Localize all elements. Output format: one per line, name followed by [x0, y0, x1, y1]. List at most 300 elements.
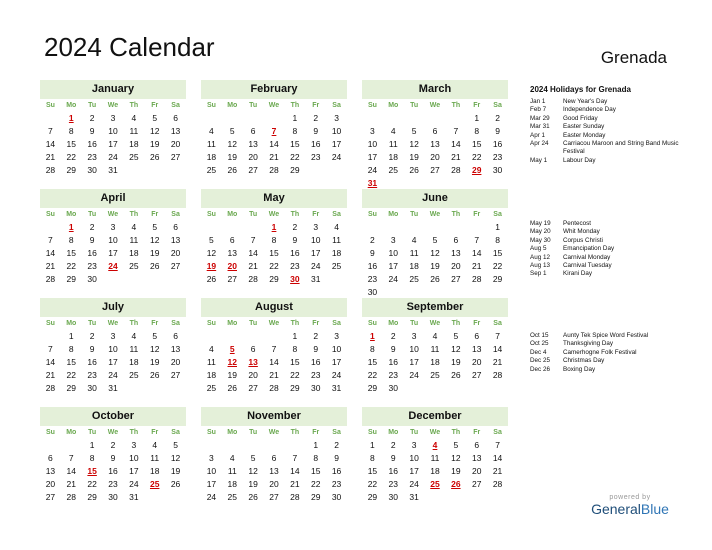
day-cell: 5 — [411, 126, 417, 136]
day-cell: 13 — [451, 248, 461, 258]
day-cell: 28 — [492, 479, 503, 489]
day-cell: 9 — [292, 235, 298, 245]
holiday-date: May 20 — [530, 228, 551, 236]
weekday-label: Fr — [312, 320, 320, 327]
day-cell: 24 — [409, 479, 419, 489]
holiday-day: 19 — [206, 261, 217, 271]
day-cell: 10 — [331, 344, 342, 354]
weekday-label: Sa — [332, 429, 341, 436]
day-cell: 17 — [388, 261, 398, 271]
holiday-name: New Year's Day — [563, 98, 608, 105]
holiday-day: 13 — [248, 357, 258, 367]
weekday-label: Sa — [332, 320, 341, 327]
day-cell: 5 — [152, 331, 158, 341]
day-cell: 3 — [390, 235, 396, 245]
day-cell: 6 — [173, 331, 178, 341]
empty-cell — [201, 112, 222, 125]
day-cell: 13 — [227, 248, 237, 258]
day-cell: 22 — [492, 261, 503, 271]
holiday-name: Emancipation Day — [563, 245, 615, 253]
day-cell: 5 — [432, 235, 438, 245]
day-cell: 26 — [149, 261, 160, 271]
month-june — [362, 189, 508, 299]
day-cell: 16 — [290, 248, 300, 258]
day-cell: 19 — [227, 152, 237, 162]
day-cell: 7 — [48, 126, 53, 136]
day-cell: 20 — [170, 248, 181, 258]
day-cell: 22 — [66, 152, 76, 162]
day-cell: 18 — [409, 261, 419, 271]
day-cell: 2 — [313, 113, 319, 123]
day-cell: 31 — [108, 383, 118, 393]
day-cell: 3 — [110, 331, 116, 341]
holiday-date: Mar 29 — [530, 114, 550, 122]
day-cell: 24 — [129, 479, 139, 489]
day-cell: 14 — [45, 357, 56, 367]
day-cell: 25 — [409, 274, 419, 284]
day-cell: 6 — [453, 235, 459, 245]
weekday-label: Su — [206, 102, 216, 109]
day-cell: 7 — [48, 344, 53, 354]
day-cell: 11 — [207, 357, 216, 367]
day-cell: 9 — [89, 126, 95, 136]
day-cell: 31 — [310, 274, 321, 284]
day-cell: 16 — [492, 139, 503, 149]
day-cell: 14 — [45, 139, 56, 149]
weekday-label: Sa — [171, 320, 180, 327]
day-cell: 3 — [209, 453, 214, 463]
empty-cell — [264, 112, 285, 125]
day-cell: 12 — [430, 248, 440, 258]
day-cell: 8 — [370, 453, 375, 463]
holiday-date: Aug 5 — [530, 245, 547, 253]
day-cell: 14 — [492, 344, 503, 354]
weekday-label: Mo — [388, 320, 399, 327]
holiday-item — [530, 254, 700, 262]
day-cell: 22 — [66, 370, 76, 380]
weekday-label: We — [268, 102, 280, 109]
day-cell: 9 — [370, 248, 375, 258]
weekday-label: Th — [129, 320, 139, 327]
day-cell: 16 — [87, 139, 97, 149]
day-cell: 25 — [206, 165, 217, 175]
day-cell: 19 — [451, 357, 461, 367]
empty-cell — [201, 439, 222, 452]
day-cell: 4 — [229, 453, 235, 463]
holiday-name: Whit Monday — [563, 228, 600, 236]
month-title: October — [40, 407, 186, 426]
holiday-name: Kirani Day — [563, 270, 593, 278]
day-cell: 28 — [492, 370, 503, 380]
weekday-label: We — [107, 211, 119, 218]
holiday-name: Good Friday — [563, 114, 598, 122]
day-cell: 11 — [227, 466, 237, 476]
day-cell: 24 — [331, 370, 342, 380]
day-cell: 3 — [131, 440, 137, 450]
holiday-item — [530, 157, 700, 165]
day-cell: 2 — [370, 235, 375, 245]
day-cell: 11 — [150, 453, 160, 463]
holiday-date: Apr 1 — [530, 131, 546, 139]
empty-cell — [201, 221, 222, 234]
weekday-label: Su — [367, 429, 377, 436]
day-cell: 19 — [248, 479, 258, 489]
day-cell: 14 — [269, 139, 279, 149]
day-cell: 23 — [310, 370, 321, 380]
weekday-label: Sa — [332, 102, 341, 109]
weekday-label: We — [268, 320, 280, 327]
day-cell: 11 — [129, 235, 139, 245]
page-title: 2024 Calendar — [44, 32, 215, 62]
holiday-name: Carnival Tuesday — [563, 262, 612, 270]
holiday-day: 12 — [227, 357, 237, 367]
holiday-date: Dec 4 — [530, 348, 547, 356]
day-cell: 27 — [227, 274, 237, 284]
month-title: March — [362, 80, 508, 99]
day-cell: 24 — [108, 370, 118, 380]
day-cell: 5 — [152, 113, 158, 123]
day-cell: 18 — [206, 370, 217, 380]
day-cell: 8 — [313, 453, 319, 463]
day-cell: 4 — [209, 126, 214, 136]
day-cell: 10 — [206, 466, 217, 476]
day-cell: 21 — [45, 370, 56, 380]
day-cell: 12 — [451, 453, 461, 463]
holiday-name: Independence Day — [563, 106, 616, 114]
branding — [588, 494, 672, 517]
weekday-label: Su — [45, 320, 55, 327]
weekday-label: Sa — [493, 320, 502, 327]
day-cell: 13 — [45, 466, 56, 476]
day-cell: 19 — [149, 357, 160, 367]
holiday-day: 25 — [149, 479, 160, 489]
day-cell: 13 — [170, 344, 181, 354]
day-cell: 18 — [430, 357, 440, 367]
day-cell: 6 — [229, 235, 235, 245]
empty-cell — [40, 221, 61, 234]
day-cell: 20 — [45, 479, 56, 489]
holiday-day: 4 — [432, 440, 438, 450]
day-cell: 19 — [149, 139, 160, 149]
day-cell: 3 — [313, 222, 319, 232]
weekday-label: Mo — [66, 211, 77, 218]
holiday-date: Mar 31 — [530, 123, 550, 131]
day-cell: 2 — [313, 331, 319, 341]
weekday-label: Su — [206, 211, 216, 218]
day-cell: 27 — [451, 274, 461, 284]
day-cell: 8 — [370, 344, 375, 354]
day-cell: 19 — [227, 370, 237, 380]
day-cell: 18 — [388, 152, 398, 162]
day-cell: 5 — [229, 126, 235, 136]
weekday-label: Mo — [227, 211, 238, 218]
holiday-date: Feb 7 — [530, 106, 547, 114]
day-cell: 12 — [248, 466, 258, 476]
day-cell: 22 — [290, 152, 300, 162]
day-cell: 9 — [89, 235, 95, 245]
day-cell: 2 — [390, 331, 396, 341]
holiday-date: Oct 15 — [530, 332, 549, 339]
day-cell: 25 — [206, 383, 217, 393]
day-cell: 17 — [331, 139, 342, 149]
day-cell: 22 — [367, 370, 378, 380]
empty-cell — [201, 330, 222, 343]
weekday-label: Sa — [493, 211, 502, 218]
day-cell: 6 — [474, 331, 480, 341]
day-cell: 29 — [66, 274, 76, 284]
weekday-label: Mo — [227, 429, 238, 436]
month-july — [40, 298, 186, 395]
day-cell: 3 — [110, 113, 116, 123]
day-cell: 28 — [45, 274, 56, 284]
day-cell: 18 — [430, 466, 440, 476]
holiday-date: Aug 13 — [530, 262, 550, 270]
day-cell: 1 — [68, 331, 74, 341]
weekday-label: Th — [129, 429, 139, 436]
day-cell: 9 — [313, 126, 319, 136]
day-cell: 21 — [66, 479, 76, 489]
day-cell: 24 — [388, 274, 398, 284]
day-cell: 27 — [430, 165, 440, 175]
day-cell: 31 — [108, 165, 118, 175]
day-cell: 13 — [430, 139, 440, 149]
empty-cell — [243, 439, 264, 452]
holiday-group — [530, 220, 700, 279]
empty-cell — [284, 439, 305, 452]
weekday-label: Su — [367, 102, 377, 109]
day-cell: 22 — [66, 261, 76, 271]
empty-cell — [40, 112, 61, 125]
day-cell: 7 — [292, 453, 298, 463]
day-cell: 11 — [207, 139, 216, 149]
day-cell: 1 — [292, 113, 298, 123]
day-cell: 11 — [409, 248, 419, 258]
day-cell: 26 — [430, 274, 440, 284]
holiday-day: 1 — [68, 113, 74, 123]
weekday-label: Tu — [249, 429, 258, 436]
day-cell: 27 — [170, 152, 181, 162]
holiday-name: Thanksgiving Day — [563, 340, 614, 348]
day-cell: 23 — [87, 370, 97, 380]
day-cell: 10 — [129, 453, 139, 463]
day-cell: 2 — [89, 331, 95, 341]
day-cell: 19 — [451, 466, 461, 476]
day-cell: 28 — [451, 165, 461, 175]
weekday-label: Fr — [473, 102, 481, 109]
weekday-label: Su — [45, 102, 55, 109]
day-cell: 6 — [250, 344, 256, 354]
day-cell: 27 — [45, 492, 56, 502]
day-cell: 1 — [313, 440, 319, 450]
day-cell: 15 — [66, 357, 76, 367]
day-cell: 1 — [495, 222, 500, 232]
day-cell: 7 — [48, 235, 53, 245]
day-cell: 12 — [149, 344, 160, 354]
day-cell: 30 — [87, 165, 97, 175]
weekday-label: Tu — [88, 102, 97, 109]
weekday-label: Th — [290, 429, 300, 436]
day-cell: 14 — [451, 139, 461, 149]
day-cell: 29 — [66, 165, 76, 175]
weekday-label: We — [429, 102, 441, 109]
day-cell: 20 — [471, 357, 482, 367]
weekday-label: We — [268, 211, 280, 218]
empty-cell — [222, 221, 243, 234]
month-title: June — [362, 189, 508, 208]
day-cell: 1 — [292, 331, 298, 341]
day-cell: 27 — [248, 383, 258, 393]
day-cell: 2 — [89, 113, 95, 123]
day-cell: 12 — [409, 139, 419, 149]
day-cell: 27 — [170, 370, 181, 380]
weekday-label: Su — [206, 429, 216, 436]
day-cell: 18 — [129, 248, 139, 258]
month-title: December — [362, 407, 508, 426]
day-cell: 5 — [453, 440, 459, 450]
day-cell: 16 — [331, 466, 342, 476]
day-cell: 25 — [331, 261, 342, 271]
day-cell: 20 — [471, 466, 482, 476]
day-cell: 6 — [474, 440, 480, 450]
day-cell: 17 — [108, 357, 118, 367]
day-cell: 23 — [331, 479, 342, 489]
weekday-label: Th — [129, 211, 139, 218]
weekday-label: Th — [129, 102, 139, 109]
day-cell: 2 — [334, 440, 339, 450]
weekday-label: We — [107, 320, 119, 327]
holiday-item — [530, 366, 700, 374]
day-cell: 26 — [451, 370, 461, 380]
day-cell: 8 — [89, 453, 95, 463]
day-cell: 16 — [388, 466, 398, 476]
day-cell: 23 — [108, 479, 118, 489]
empty-cell — [222, 330, 243, 343]
empty-cell — [466, 221, 487, 234]
empty-cell — [222, 439, 243, 452]
day-cell: 17 — [129, 466, 139, 476]
day-cell: 28 — [269, 383, 279, 393]
weekday-label: We — [429, 320, 441, 327]
day-cell: 26 — [206, 274, 217, 284]
day-cell: 26 — [409, 165, 419, 175]
day-cell: 8 — [292, 126, 298, 136]
holiday-item — [530, 123, 700, 131]
day-cell: 21 — [269, 370, 279, 380]
empty-cell — [404, 221, 425, 234]
weekday-label: Fr — [312, 211, 320, 218]
day-cell: 10 — [310, 235, 321, 245]
holiday-item — [530, 228, 700, 236]
day-cell: 29 — [66, 383, 76, 393]
holiday-item — [530, 340, 700, 348]
day-cell: 4 — [334, 222, 339, 232]
day-cell: 21 — [248, 261, 258, 271]
day-cell: 3 — [110, 222, 116, 232]
day-cell: 9 — [495, 126, 500, 136]
day-cell: 14 — [66, 466, 76, 476]
day-cell: 15 — [492, 248, 503, 258]
day-cell: 11 — [388, 139, 398, 149]
day-cell: 4 — [432, 331, 438, 341]
day-cell: 25 — [430, 370, 440, 380]
day-cell: 14 — [290, 466, 300, 476]
empty-cell — [362, 112, 383, 125]
holiday-item — [530, 98, 700, 106]
empty-cell — [383, 112, 404, 125]
day-cell: 13 — [471, 344, 482, 354]
weekday-label: Sa — [493, 429, 502, 436]
month-december — [362, 407, 508, 504]
weekday-label: Th — [290, 211, 300, 218]
day-cell: 31 — [129, 492, 139, 502]
weekday-label: Tu — [249, 320, 258, 327]
day-cell: 18 — [331, 248, 342, 258]
day-cell: 3 — [334, 331, 339, 341]
day-cell: 22 — [367, 479, 378, 489]
day-cell: 21 — [45, 261, 56, 271]
day-cell: 21 — [492, 466, 503, 476]
day-cell: 15 — [471, 139, 482, 149]
holiday-day: 1 — [271, 222, 277, 232]
empty-cell — [264, 330, 285, 343]
brand-logo — [588, 501, 672, 517]
weekday-label: Fr — [312, 429, 320, 436]
weekday-label: Fr — [151, 320, 159, 327]
holiday-day: 1 — [68, 222, 74, 232]
day-cell: 23 — [388, 370, 398, 380]
holiday-item — [530, 332, 700, 340]
day-cell: 2 — [89, 222, 95, 232]
day-cell: 27 — [471, 370, 482, 380]
day-cell: 21 — [451, 152, 461, 162]
day-cell: 20 — [170, 139, 181, 149]
day-cell: 25 — [129, 261, 139, 271]
day-cell: 30 — [492, 165, 503, 175]
day-cell: 21 — [492, 357, 503, 367]
day-cell: 14 — [471, 248, 482, 258]
day-cell: 24 — [367, 165, 378, 175]
weekday-label: Su — [206, 320, 216, 327]
day-cell: 9 — [390, 344, 396, 354]
day-cell: 9 — [334, 453, 339, 463]
weekday-label: Mo — [227, 102, 238, 109]
day-cell: 26 — [227, 383, 237, 393]
weekday-label: Tu — [88, 320, 97, 327]
day-cell: 29 — [290, 383, 300, 393]
day-cell: 27 — [269, 492, 279, 502]
day-cell: 14 — [492, 453, 503, 463]
day-cell: 20 — [451, 261, 461, 271]
weekday-label: Tu — [88, 429, 97, 436]
day-cell: 9 — [89, 344, 95, 354]
day-cell: 3 — [334, 113, 339, 123]
holiday-name: Labour Day — [563, 156, 596, 164]
day-cell: 7 — [68, 453, 74, 463]
day-cell: 2 — [390, 440, 396, 450]
day-cell: 8 — [68, 235, 74, 245]
weekday-label: Th — [451, 429, 461, 436]
day-cell: 30 — [367, 287, 378, 297]
day-cell: 2 — [110, 440, 116, 450]
day-cell: 22 — [87, 479, 97, 489]
day-cell: 28 — [269, 165, 279, 175]
day-cell: 3 — [370, 126, 375, 136]
day-cell: 11 — [332, 235, 341, 245]
month-january — [40, 80, 186, 177]
day-cell: 25 — [227, 492, 237, 502]
day-cell: 26 — [170, 479, 181, 489]
day-cell: 7 — [495, 331, 500, 341]
